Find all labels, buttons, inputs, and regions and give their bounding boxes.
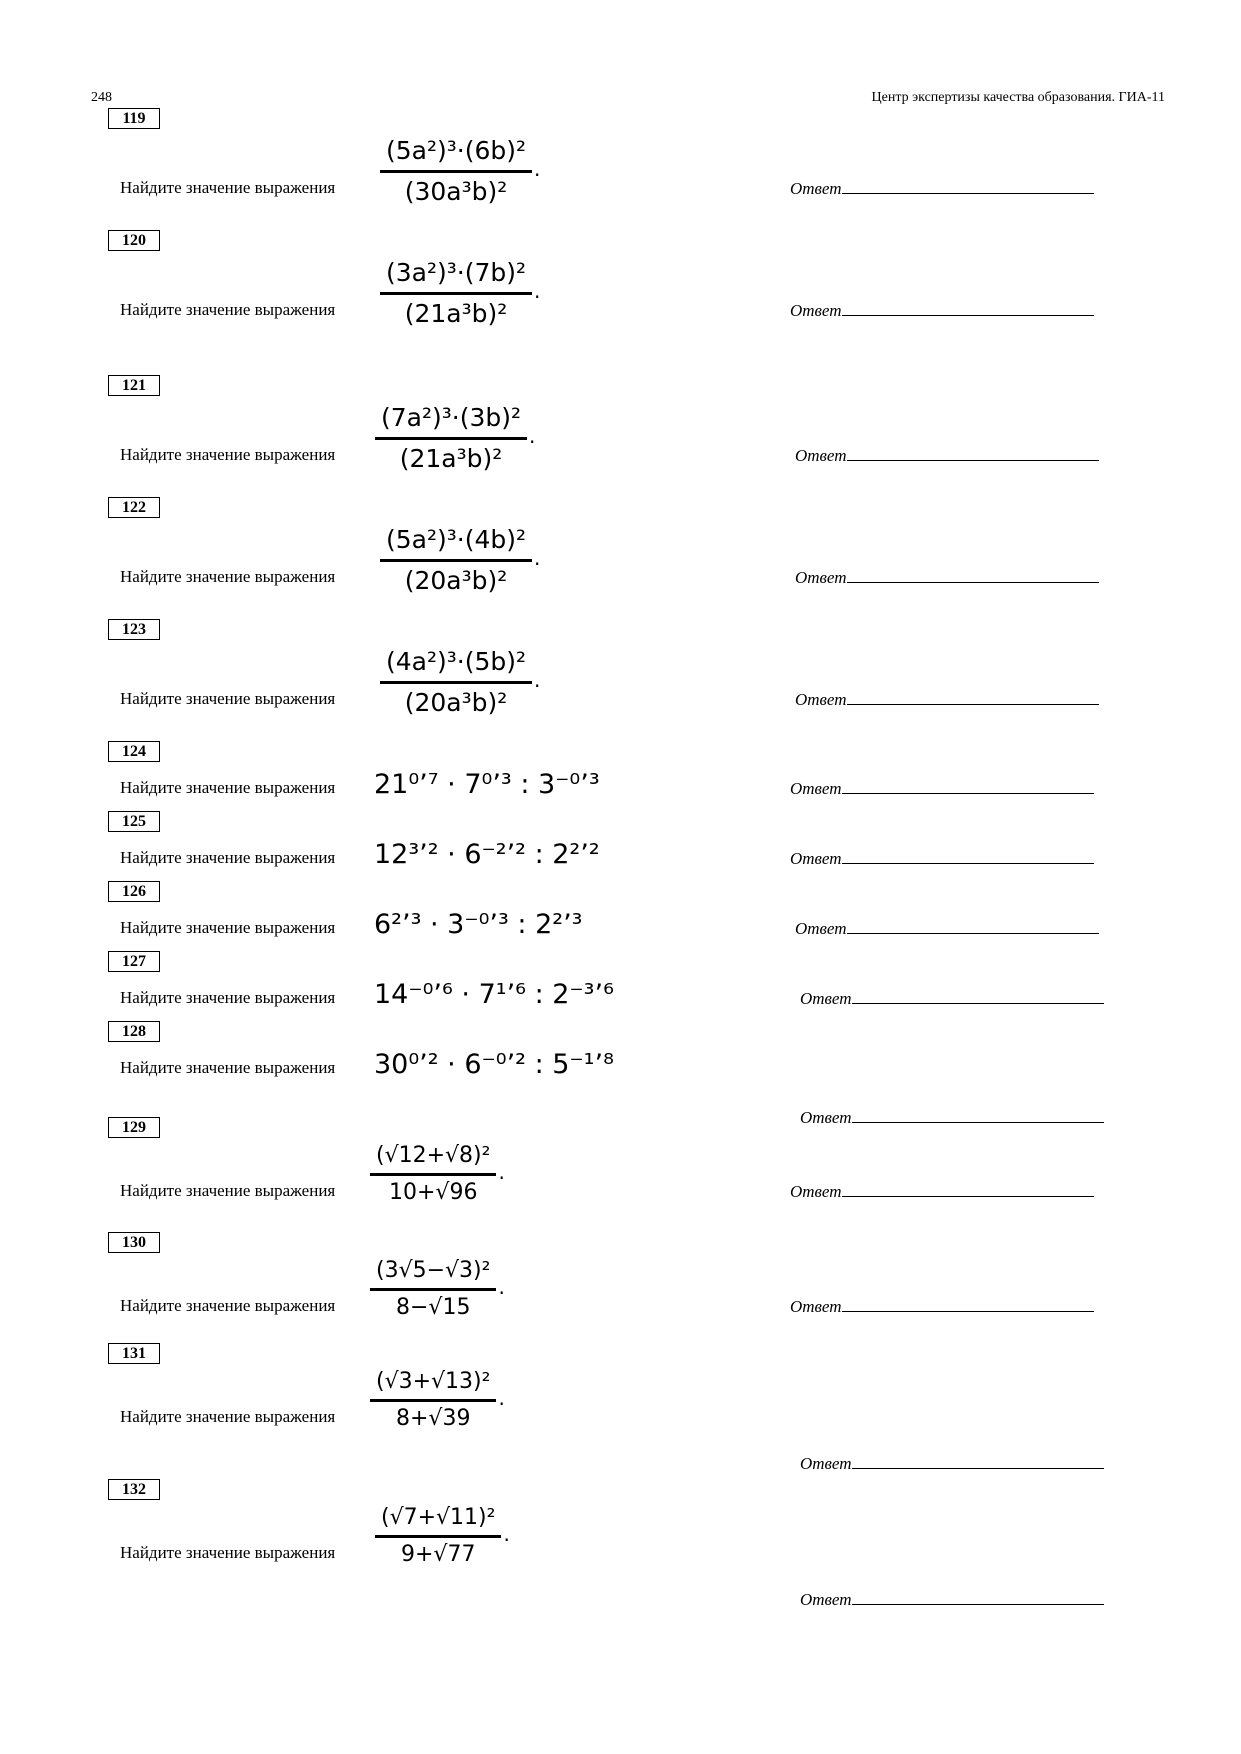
fraction: $\frac{\text{(5a²)³·(4b)²}}{\text{(20a³b)²}}$ . [380, 521, 540, 600]
answer-field[interactable] [795, 918, 1099, 939]
denominator: (21a³b)² [404, 298, 508, 328]
numerator: (3a²)³·(7b)² [386, 258, 527, 287]
task-number: 126 [108, 881, 160, 902]
answer-field[interactable] [800, 1453, 1104, 1474]
answer-label: Ответ [790, 179, 842, 198]
denominator: 8−√15 [396, 1294, 471, 1320]
answer-field[interactable] [790, 848, 1094, 869]
answer-label: Ответ [795, 446, 847, 465]
answer-label: Ответ [800, 989, 852, 1008]
task-prompt: Найдите значение выражения [120, 848, 336, 867]
expression: 6²’³ · 3⁻⁰’³ : 2²’³ [374, 909, 583, 940]
answer-label: Ответ [795, 690, 847, 709]
task-number: 129 [108, 1117, 160, 1138]
task-number: 122 [108, 497, 160, 518]
answer-label: Ответ [790, 1182, 842, 1201]
fraction: $\frac{\text{(4a²)³·(5b)²}}{\text{(20a³b)²}}$ . [380, 643, 540, 722]
answer-label: Ответ [800, 1454, 852, 1473]
denominator: (20a³b)² [404, 687, 508, 717]
task-number: 119 [108, 108, 160, 129]
numerator: (7a²)³·(3b)² [381, 403, 522, 432]
task-number: 121 [108, 375, 160, 396]
denominator: 10+√96 [389, 1179, 478, 1205]
task-number: 127 [108, 951, 160, 972]
answer-field[interactable] [790, 1181, 1094, 1202]
answer-label: Ответ [800, 1590, 852, 1609]
denominator: 9+√77 [401, 1541, 476, 1567]
answer-field[interactable] [795, 445, 1099, 466]
task-prompt: Найдите значение выражения [120, 918, 336, 937]
task-number: 120 [108, 230, 160, 251]
answer-line[interactable] [847, 567, 1099, 583]
answer-line[interactable] [842, 178, 1094, 194]
answer-line[interactable] [842, 778, 1094, 794]
page-number: 248 [91, 90, 112, 105]
task-prompt: Найдите значение выражения [120, 1296, 336, 1315]
expression: 14⁻⁰’⁶ · 7¹’⁶ : 2⁻³’⁶ [374, 979, 614, 1010]
task-prompt: Найдите значение выражения [120, 1181, 336, 1200]
task-number: 125 [108, 811, 160, 832]
task-prompt: Найдите значение выражения [120, 445, 336, 464]
numerator: (4a²)³·(5b)² [386, 647, 527, 676]
fraction: $\frac{\text{(5a²)³·(6b)²}}{\text{(30a³b)²}}$ . [380, 132, 540, 211]
answer-label: Ответ [790, 779, 842, 798]
answer-line[interactable] [847, 918, 1099, 934]
answer-label: Ответ [790, 301, 842, 320]
answer-line[interactable] [842, 1181, 1094, 1197]
task-number: 128 [108, 1021, 160, 1042]
answer-line[interactable] [852, 1107, 1104, 1123]
numerator: (√3+√13)² [376, 1369, 491, 1394]
task-number: 124 [108, 741, 160, 762]
answer-field[interactable] [790, 778, 1094, 799]
answer-field[interactable] [790, 300, 1094, 321]
task-prompt: Найдите значение выражения [120, 1058, 336, 1077]
task-prompt: Найдите значение выражения [120, 988, 336, 1007]
task-number: 130 [108, 1232, 160, 1253]
task-prompt: Найдите значение выражения [120, 1407, 336, 1426]
denominator: (21a³b)² [399, 443, 503, 473]
denominator: (30a³b)² [404, 176, 508, 206]
task-prompt: Найдите значение выражения [120, 778, 336, 797]
answer-field[interactable] [790, 178, 1094, 199]
task-prompt: Найдите значение выражения [120, 300, 336, 319]
answer-label: Ответ [790, 1297, 842, 1316]
answer-line[interactable] [842, 848, 1094, 864]
answer-label: Ответ [795, 919, 847, 938]
task-prompt: Найдите значение выражения [120, 689, 336, 708]
numerator: (3√5−√3)² [376, 1258, 491, 1283]
answer-field[interactable] [790, 1296, 1094, 1317]
answer-line[interactable] [847, 689, 1099, 705]
answer-field[interactable] [800, 1589, 1104, 1610]
task-number: 123 [108, 619, 160, 640]
answer-label: Ответ [795, 568, 847, 587]
answer-line[interactable] [852, 1589, 1104, 1605]
answer-line[interactable] [842, 300, 1094, 316]
answer-field[interactable] [795, 567, 1099, 588]
numerator: (5a²)³·(4b)² [386, 525, 527, 554]
answer-label: Ответ [790, 849, 842, 868]
fraction: $\frac{\text{(7a²)³·(3b)²}}{\text{(21a³b)²}}$ . [375, 399, 535, 478]
numerator: (√12+√8)² [376, 1143, 491, 1168]
task-number: 132 [108, 1479, 160, 1500]
fraction: $\frac{\text{(3a²)³·(7b)²}}{\text{(21a³b)²}}$ . [380, 254, 540, 333]
expression: 21⁰’⁷ · 7⁰’³ : 3⁻⁰’³ [374, 769, 600, 800]
answer-field[interactable] [800, 988, 1104, 1009]
answer-line[interactable] [852, 1453, 1104, 1469]
task-prompt: Найдите значение выражения [120, 178, 336, 197]
answer-line[interactable] [852, 988, 1104, 1004]
fraction: $\frac{\text{(3√5−√3)²}}{8-√15}$ . [370, 1254, 505, 1325]
answer-line[interactable] [842, 1296, 1094, 1312]
denominator: 8+√39 [396, 1405, 471, 1431]
task-number: 131 [108, 1343, 160, 1364]
answer-line[interactable] [847, 445, 1099, 461]
task-prompt: Найдите значение выражения [120, 1543, 336, 1562]
expression: 12³’² · 6⁻²’² : 2²’² [374, 839, 600, 870]
answer-field[interactable] [800, 1107, 1104, 1128]
numerator: (√7+√11)² [381, 1505, 496, 1530]
fraction: $\frac{\text{(√7+√11)²}}{9+√77}$ . [375, 1501, 510, 1572]
fraction: $\frac{\text{(√12+√8)²}}{10+√96}$ . [370, 1139, 505, 1210]
numerator: (5a²)³·(6b)² [386, 136, 527, 165]
fraction: $\frac{\text{(√3+√13)²}}{8+√39}$ . [370, 1365, 505, 1436]
expression: 30⁰’² · 6⁻⁰’² : 5⁻¹’⁸ [374, 1049, 614, 1080]
answer-label: Ответ [800, 1108, 852, 1127]
task-prompt: Найдите значение выражения [120, 567, 336, 586]
answer-field[interactable] [795, 689, 1099, 710]
page-header: Центр экспертизы качества образования. ГИА-11 [871, 90, 1165, 105]
denominator: (20a³b)² [404, 565, 508, 595]
